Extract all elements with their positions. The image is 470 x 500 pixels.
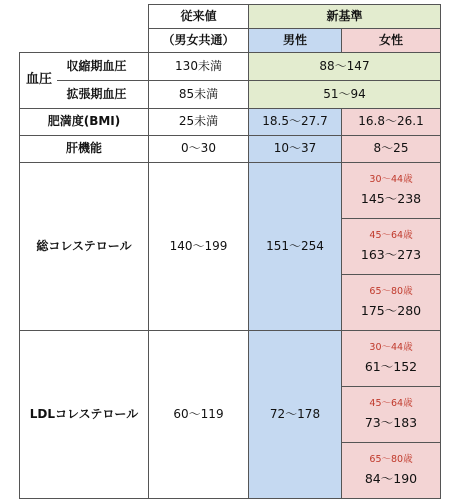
diastolic-label: 拡張期血圧 <box>57 81 149 109</box>
health-standards-table <box>19 4 441 499</box>
total-cholesterol-old-value: 140〜199 <box>149 163 249 331</box>
age-group-label: 65〜80歳 <box>369 285 413 297</box>
empty-corner-cell <box>20 5 149 53</box>
range-value: 61〜152 <box>364 358 418 374</box>
range-value: 84〜190 <box>364 470 418 486</box>
total-cholesterol-female-45-64 <box>342 219 441 275</box>
ldl-cholesterol-female-65-80 <box>342 443 441 499</box>
male-header: 男性 <box>249 29 342 53</box>
blood-pressure-label: 血圧 <box>20 53 57 109</box>
ldl-cholesterol-male-value: 72〜178 <box>249 331 342 499</box>
bmi-old-value: 25未満 <box>149 109 249 136</box>
ldl-cholesterol-female-45-64 <box>342 387 441 443</box>
age-group-label: 30〜44歳 <box>369 173 413 185</box>
age-group-label: 45〜64歳 <box>369 229 413 241</box>
liver-female-value: 8〜25 <box>342 136 441 163</box>
liver-old-value: 0〜30 <box>149 136 249 163</box>
diastolic-old-value: 85未満 <box>149 81 249 109</box>
age-group-label: 45〜64歳 <box>369 397 413 409</box>
bmi-label: 肥満度(BMI) <box>20 109 149 136</box>
ldl-cholesterol-label: LDLコレステロール <box>20 331 149 499</box>
diastolic-new-value: 51〜94 <box>249 81 441 109</box>
range-value: 145〜238 <box>360 190 422 206</box>
bmi-male-value: 18.5〜27.7 <box>249 109 342 136</box>
liver-label: 肝機能 <box>20 136 149 163</box>
old-value-header: 従来値 <box>149 5 249 29</box>
total-cholesterol-female-65-80 <box>342 275 441 331</box>
ldl-cholesterol-old-value: 60〜119 <box>149 331 249 499</box>
bmi-female-value: 16.8〜26.1 <box>342 109 441 136</box>
total-cholesterol-male-value: 151〜254 <box>249 163 342 331</box>
range-value: 73〜183 <box>364 414 418 430</box>
systolic-label: 収縮期血圧 <box>57 53 149 81</box>
systolic-old-value: 130未満 <box>149 53 249 81</box>
liver-male-value: 10〜37 <box>249 136 342 163</box>
age-group-label: 65〜80歳 <box>369 453 413 465</box>
ldl-cholesterol-female-30-44 <box>342 331 441 387</box>
range-value: 175〜280 <box>360 302 422 318</box>
new-standard-header: 新基準 <box>249 5 441 29</box>
female-header: 女性 <box>342 29 441 53</box>
age-group-label: 30〜44歳 <box>369 341 413 353</box>
old-value-note: （男女共通） <box>149 29 249 53</box>
range-value: 163〜273 <box>360 246 422 262</box>
total-cholesterol-female-30-44 <box>342 163 441 219</box>
systolic-new-value: 88〜147 <box>249 53 441 81</box>
total-cholesterol-label: 総コレステロール <box>20 163 149 331</box>
